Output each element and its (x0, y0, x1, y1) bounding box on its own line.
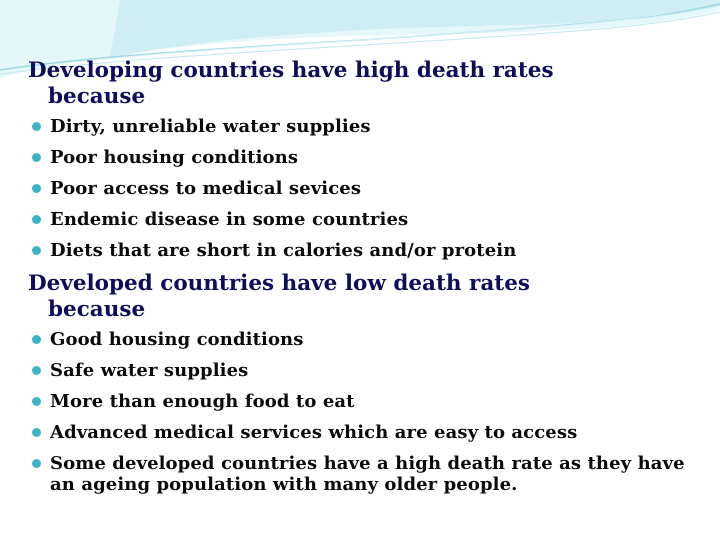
list-item (28, 329, 708, 350)
section1-heading (28, 58, 708, 110)
list-item (28, 360, 708, 381)
bullet-icon (32, 335, 41, 344)
section2-heading-line2: because (48, 297, 146, 322)
bullet-icon (32, 366, 41, 375)
section1-heading-line2: because (48, 84, 146, 109)
bullet-icon (32, 397, 41, 406)
list-item-text: Good housing conditions (50, 329, 304, 350)
section2-list (28, 329, 708, 495)
list-item-text: Poor access to medical sevices (50, 178, 362, 199)
list-item (28, 240, 708, 261)
list-item (28, 147, 708, 168)
bullet-icon (32, 215, 41, 224)
list-item (28, 391, 708, 412)
bullet-icon (32, 246, 41, 255)
bullet-icon (32, 184, 41, 193)
list-item-text: Endemic disease in some countries (50, 209, 409, 230)
list-item (28, 422, 708, 443)
bullet-icon (32, 459, 41, 468)
bullet-icon (32, 153, 41, 162)
bullet-icon (32, 122, 41, 131)
list-item-text: Advanced medical services which are easy to access (50, 422, 578, 443)
list-item-text: Dirty, unreliable water supplies (50, 116, 371, 137)
list-item-text: More than enough food to eat (50, 391, 355, 412)
list-item (28, 116, 708, 137)
slide-content (28, 58, 708, 495)
list-item-text: Safe water supplies (50, 360, 249, 381)
list-item (28, 178, 708, 199)
section2-heading (28, 271, 708, 323)
list-item-text: Poor housing conditions (50, 147, 299, 168)
list-item-text: Some developed countries have a high death rate as they have an ageing population with many older people. (50, 453, 685, 495)
section2-heading-line1: Developed countries have low death rates (28, 271, 531, 296)
section1-heading-line1: Developing countries have high death rates (28, 58, 554, 83)
bullet-icon (32, 428, 41, 437)
list-item-text: Diets that are short in calories and/or protein (50, 240, 517, 261)
list-item (28, 453, 708, 495)
list-item (28, 209, 708, 230)
section1-list (28, 116, 708, 261)
